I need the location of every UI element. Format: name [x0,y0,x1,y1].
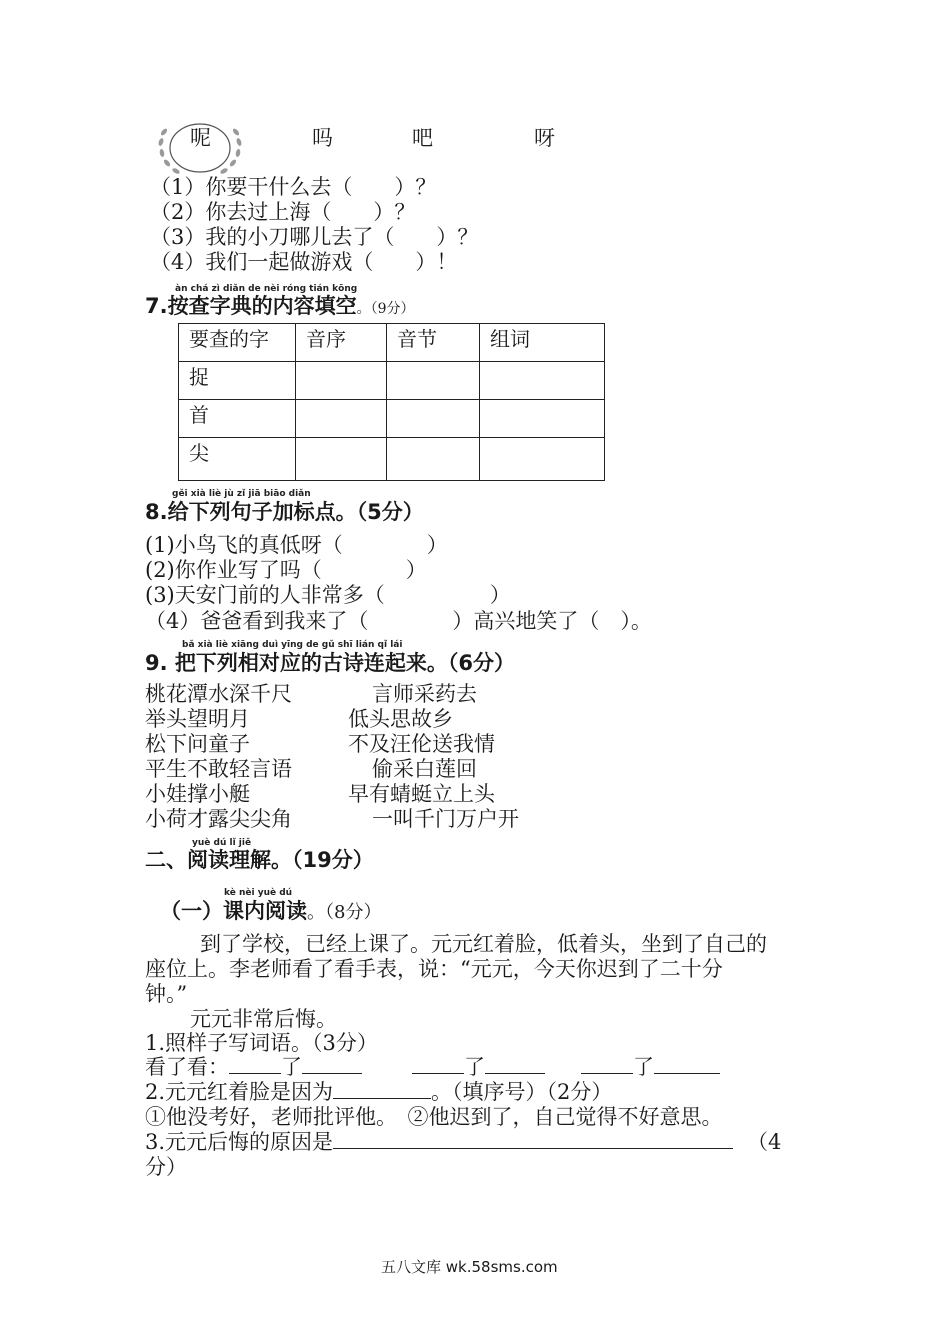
q8-title: 8.给下列句子加标点。（5分） [145,500,424,524]
poem-right-line: 偷采白莲回 [372,757,477,781]
answer-cell[interactable] [296,438,387,481]
poem-right-line: 早有蜻蜓立上头 [348,782,495,806]
table-cell-char: 首 [179,400,296,438]
q6-item: （2）你去过上海（ ）？ [150,200,416,224]
rq1-line [145,1055,720,1080]
table-cell-char: 捉 [179,362,296,400]
rq3-line [145,1130,781,1155]
rq1-liao: 了 [464,1055,485,1079]
answer-cell[interactable] [296,400,387,438]
q8-item: (1)小鸟飞的真低呀（ ） [145,533,448,557]
answer-blank[interactable] [229,1055,281,1074]
q7-heading [145,294,415,319]
q8-pinyin: gěi xià liè jù zǐ jiā biāo diǎn [172,489,311,499]
poem-left-line: 小荷才露尖尖角 [145,807,292,831]
answer-cell[interactable] [480,438,605,481]
q8-item: (3)天安门前的人非常多（ ） [145,583,511,607]
table-row [179,362,605,400]
particle-ne: 呢 [190,126,211,150]
answer-cell[interactable] [296,362,387,400]
rq1-liao: 了 [633,1055,654,1079]
rq3-tail2: 分） [145,1155,187,1179]
answer-blank[interactable] [333,1130,733,1149]
poem-right-line: 不及汪伦送我情 [348,732,495,756]
table-header: 音序 [296,324,387,362]
sub1-pinyin: kè nèi yuè dú [224,888,293,898]
sub1-score: 。（8分） [307,902,382,923]
rq3-tail: （4 [747,1130,782,1154]
q9-pinyin: bǎ xià liè xiāng duì yīng de gǔ shī lián qǐ lái [182,640,403,650]
rq2-tail: 。（填序号）（2分） [431,1080,613,1104]
q7-pinyin: àn chá zì diǎn de nèi róng tián kōng [175,284,358,294]
answer-cell[interactable] [387,400,480,438]
answer-cell[interactable] [480,400,605,438]
q6-item: （1）你要干什么去（ ）？ [150,175,437,199]
rq2-lead: 2.元元红着脸是因为 [145,1080,334,1104]
particle-ma: 吗 [312,126,333,150]
q6-item: （4）我们一起做游戏（ ）！ [150,250,458,274]
passage-line: 元元非常后悔。 [190,1007,337,1031]
particle-ba: 吧 [412,126,433,150]
answer-blank[interactable] [333,1080,431,1099]
q6-item: （3）我的小刀哪儿去了（ ）？ [150,225,479,249]
rq1-example: 看了看： [145,1055,229,1079]
rq1-title: 1.照样子写词语。（3分） [145,1031,378,1055]
answer-cell[interactable] [480,362,605,400]
sub1-title: （一）课内阅读 [160,899,307,923]
poem-right-line: 低头思故乡 [348,707,453,731]
dictionary-table [178,323,605,481]
rq2-line [145,1080,612,1105]
answer-blank[interactable] [485,1055,545,1074]
answer-blank[interactable] [654,1055,720,1074]
table-row [179,324,605,362]
passage-line: 座位上。李老师看了看手表，说：“元元，今天你迟到了二十分 [145,957,723,981]
rq2-options: ①他没考好，老师批评他。 ②他迟到了，自己觉得不好意思。 [145,1105,723,1129]
q7-score: 。（9分） [356,301,415,317]
poem-right-line: 一叫千门万户开 [372,807,519,831]
q9-title: 9. 把下列相对应的古诗连起来。（6分） [145,651,516,675]
poem-left-line: 平生不敢轻言语 [145,757,292,781]
q8-item: (2)你作业写了吗（ ） [145,558,427,582]
passage-line: 到了学校，已经上课了。元元红着脸，低着头，坐到了自己的 [200,932,767,956]
poem-left-line: 小娃撑小艇 [145,782,250,806]
q8-item: （4）爸爸看到我来了（ ）高兴地笑了（ ）。 [145,609,652,633]
table-row [179,400,605,438]
answer-blank[interactable] [412,1055,464,1074]
answer-blank[interactable] [302,1055,362,1074]
poem-left-line: 松下问童子 [145,732,250,756]
table-header: 组词 [480,324,605,362]
particle-ya: 呀 [534,126,555,150]
q7-title: 7.按查字典的内容填空 [145,294,357,318]
poem-left-line: 举头望明月 [145,707,250,731]
rq3-lead: 3.元元后悔的原因是 [145,1130,334,1154]
rq1-liao: 了 [281,1055,302,1079]
answer-cell[interactable] [387,362,480,400]
answer-cell[interactable] [387,438,480,481]
poem-left-line: 桃花潭水深千尺 [145,682,292,706]
table-cell-char: 尖 [179,438,296,481]
sec2-pinyin: yuè dú lǐ jiě [192,838,252,848]
answer-blank[interactable] [581,1055,633,1074]
table-row [179,438,605,481]
footer-watermark: 五八文库 wk.58sms.com [381,1258,558,1276]
poem-right-line: 言师采药去 [372,682,477,706]
passage-line: 钟。” [145,982,188,1006]
table-header: 要查的字 [179,324,296,362]
sub1-heading [160,899,381,925]
sec2-title: 二、阅读理解。（19分） [145,848,374,872]
table-header: 音节 [387,324,480,362]
